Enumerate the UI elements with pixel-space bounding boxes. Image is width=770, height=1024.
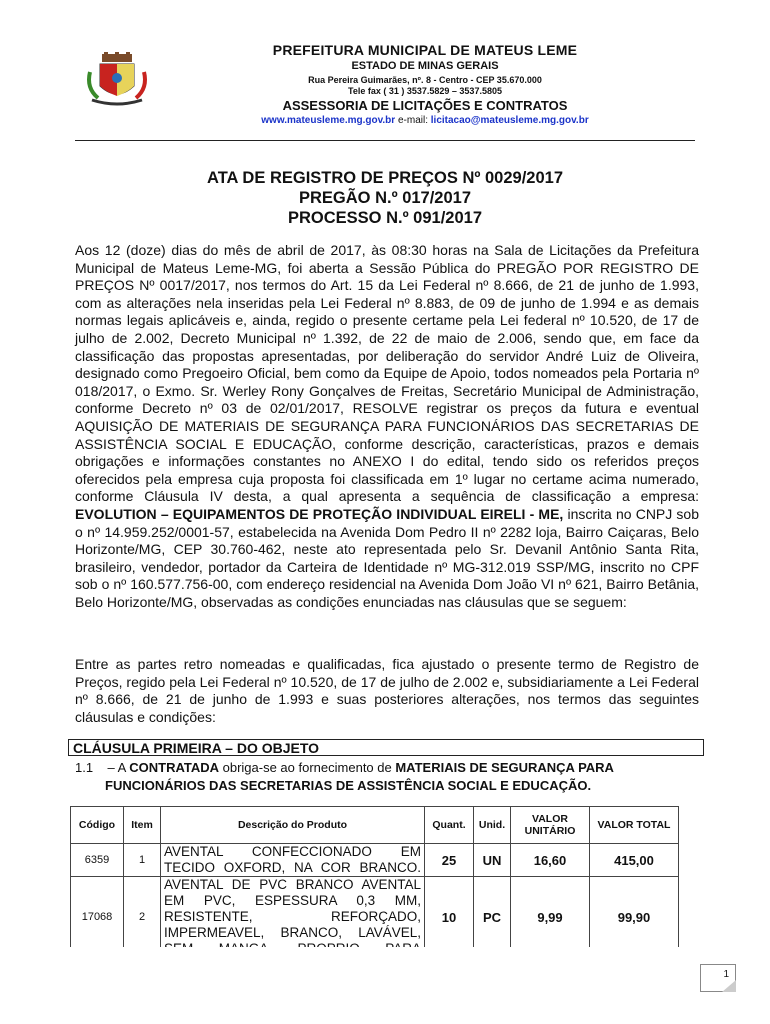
col-item: Item bbox=[124, 807, 161, 844]
page-bottom-margin bbox=[0, 947, 770, 1024]
title-processo: PROCESSO N.º 091/2017 bbox=[287, 209, 483, 227]
object-b: FUNCIONÁRIOS DAS SECRETARIAS DE ASSISTÊNCIA SOCIAL E EDUCAÇÃO. bbox=[105, 778, 592, 793]
cell-unid: PC bbox=[474, 877, 511, 958]
cell-unitario: 9,99 bbox=[511, 877, 590, 958]
paragraph1-part-a: Aos 12 (doze) dias do mês de abril de 2017, às 08:30 horas na Sala de Licitações da Prefeitura Municipal de Mateus Leme-MG, foi aberta a Sessão Pública do PREGÃO POR REGISTRO DE PREÇOS Nº 0017/2017, nos termos do Art. 15 da Lei Federal nº 8.666, de 21 de junho de 1.993, com as alterações nela inseridas pela Lei Federal nº 8.883, de 09 de junho de 1.994 e as demais normas legais aplicáveis e, ainda, regido o presente certame pela Lei federal nº 10.520, de 17 de julho de 2.002, Decreto Municipal nº 1.392, de 22 de maio de 2.006, sendo que, em face da classificação das propostas apresentadas, por deliberação do servidor André Luiz de Oliveira, designado como Pregoeiro Oficial, bem como da Equipe de Apoio, todos nomeados pela Portaria nº 018/2017, o Exmo. Sr. Werley Rony Gonçalves de Freitas, Secretário Municipal de Administração, conforme Decreto nº 03 de 02/01/2017, RESOLVE registrar os preços da futura e eventual AQUISIÇÃO DE MATERIAIS DE SEGURANÇA PARA FUNCIONÁRIOS DAS SECRETARIAS DE ASSISTÊNCIA SOCIAL E EDUCAÇÃO, conforme descrição, características, prazos e demais obrigações e informações constantes no ANEXO I do edital, tendo sido os referidos preços oferecidos pela empresa cuja proposta foi classificada em 1º lugar no certame acima numerado, conforme Cláusula IV desta, a qual apresenta a sequência de classificação a empresa: bbox=[75, 242, 699, 505]
header-divider bbox=[75, 140, 695, 141]
clause-number: 1.1 bbox=[75, 760, 94, 775]
document-title bbox=[75, 168, 695, 228]
col-descricao: Descrição do Produto bbox=[161, 807, 425, 844]
email-link[interactable]: licitacao@mateusleme.mg.gov.br bbox=[430, 115, 589, 126]
page-curl-icon bbox=[722, 980, 736, 992]
cell-item: 1 bbox=[124, 844, 161, 877]
second-paragraph: Entre as partes retro nomeadas e qualificadas, fica ajustado o presente termo de Registro de Preços, regido pela Lei Federal nº 10.520, de 17 de julho de 2.002 e, subsidiariamente a Lei Federal nº 8.666, de 21 de junho de 1.993 e suas posteriores alterações, nos termos das seguintes cláusulas e condições: bbox=[75, 656, 699, 725]
email-label: e-mail: bbox=[397, 115, 428, 126]
title-pregao: PREGÃO N.º 017/2017 bbox=[298, 189, 472, 207]
municipal-crest-icon bbox=[82, 52, 152, 108]
website-link[interactable]: www.mateusleme.mg.gov.br bbox=[261, 115, 396, 126]
letterhead bbox=[160, 42, 690, 126]
address: Rua Pereira Guimarães, nº. 8 - Centro - CEP 35.670.000 bbox=[308, 75, 542, 85]
state-name: ESTADO DE MINAS GERAIS bbox=[351, 60, 499, 72]
phone: Tele fax ( 31 ) 3537.5829 – 3537.5805 bbox=[348, 86, 502, 96]
org-name: PREFEITURA MUNICIPAL DE MATEUS LEME bbox=[272, 42, 578, 58]
clause-text-a: – A bbox=[107, 760, 130, 775]
clause1-heading: CLÁUSULA PRIMEIRA – DO OBJETO bbox=[68, 739, 704, 756]
page-number: 1 bbox=[700, 964, 736, 992]
department: ASSESSORIA DE LICITAÇÕES E CONTRATOS bbox=[282, 98, 568, 113]
contact-line bbox=[160, 115, 690, 126]
paragraph1-part-b: inscrita no CNPJ sob o nº 14.959.252/0001-57, estabelecida na Avenida Dom Pedro II nº 2282 loja, Bairro Caiçaras, Belo Horizonte/MG, CEP 30.760-462, neste ato representada pelo Sr. Devanil Antônio Santa Rita, brasileiro, vendedor, portador da Carteira de Identidade nº MG-312.019 SSP/MG, inscrito no CPF sob o nº 160.577.756-00, com endereço residencial na Avenida Dom João VI nº 621, Bairro Betânia, Belo Horizonte/MG, observadas as condições enunciadas nas cláusulas que se seguem: bbox=[75, 505, 699, 610]
cell-codigo: 6359 bbox=[71, 844, 124, 877]
cell-quant: 25 bbox=[425, 844, 474, 877]
cell-descricao: AVENTAL CONFECCIONADO EM TECIDO OXFORD, NA COR BRANCO. bbox=[161, 844, 425, 877]
cell-item: 2 bbox=[124, 877, 161, 958]
opening-paragraph bbox=[75, 242, 699, 611]
cell-total: 99,90 bbox=[590, 877, 679, 958]
cell-codigo: 17068 bbox=[71, 877, 124, 958]
col-codigo: Código bbox=[71, 807, 124, 844]
cell-unid: UN bbox=[474, 844, 511, 877]
items-table bbox=[70, 806, 679, 958]
contratada-label: CONTRATADA bbox=[129, 760, 220, 775]
table-header-row bbox=[71, 807, 679, 844]
title-ata: ATA DE REGISTRO DE PREÇOS Nº 0029/2017 bbox=[207, 169, 563, 187]
cell-quant: 10 bbox=[425, 877, 474, 958]
col-valor-unitario: VALOR UNITÁRIO bbox=[511, 807, 590, 844]
table-row bbox=[71, 877, 679, 958]
cell-descricao: AVENTAL DE PVC BRANCO AVENTAL EM PVC, ESPESSURA 0,3 MM, RESISTENTE, REFORÇADO, IMPERMEAVEL, BRANCO, LAVÁVEL, bbox=[161, 877, 425, 958]
cell-unitario: 16,60 bbox=[511, 844, 590, 877]
clause1-1 bbox=[75, 759, 705, 795]
col-quant: Quant. bbox=[425, 807, 474, 844]
col-valor-total: VALOR TOTAL bbox=[590, 807, 679, 844]
col-unid: Unid. bbox=[474, 807, 511, 844]
cell-total: 415,00 bbox=[590, 844, 679, 877]
table-row bbox=[71, 844, 679, 877]
clause-text-b: obriga-se ao fornecimento de bbox=[219, 760, 396, 775]
company-name: EVOLUTION – EQUIPAMENTOS DE PROTEÇÃO INDIVIDUAL EIRELI - ME, bbox=[75, 505, 564, 522]
object-a: MATERIAIS DE SEGURANÇA PARA bbox=[395, 760, 614, 775]
